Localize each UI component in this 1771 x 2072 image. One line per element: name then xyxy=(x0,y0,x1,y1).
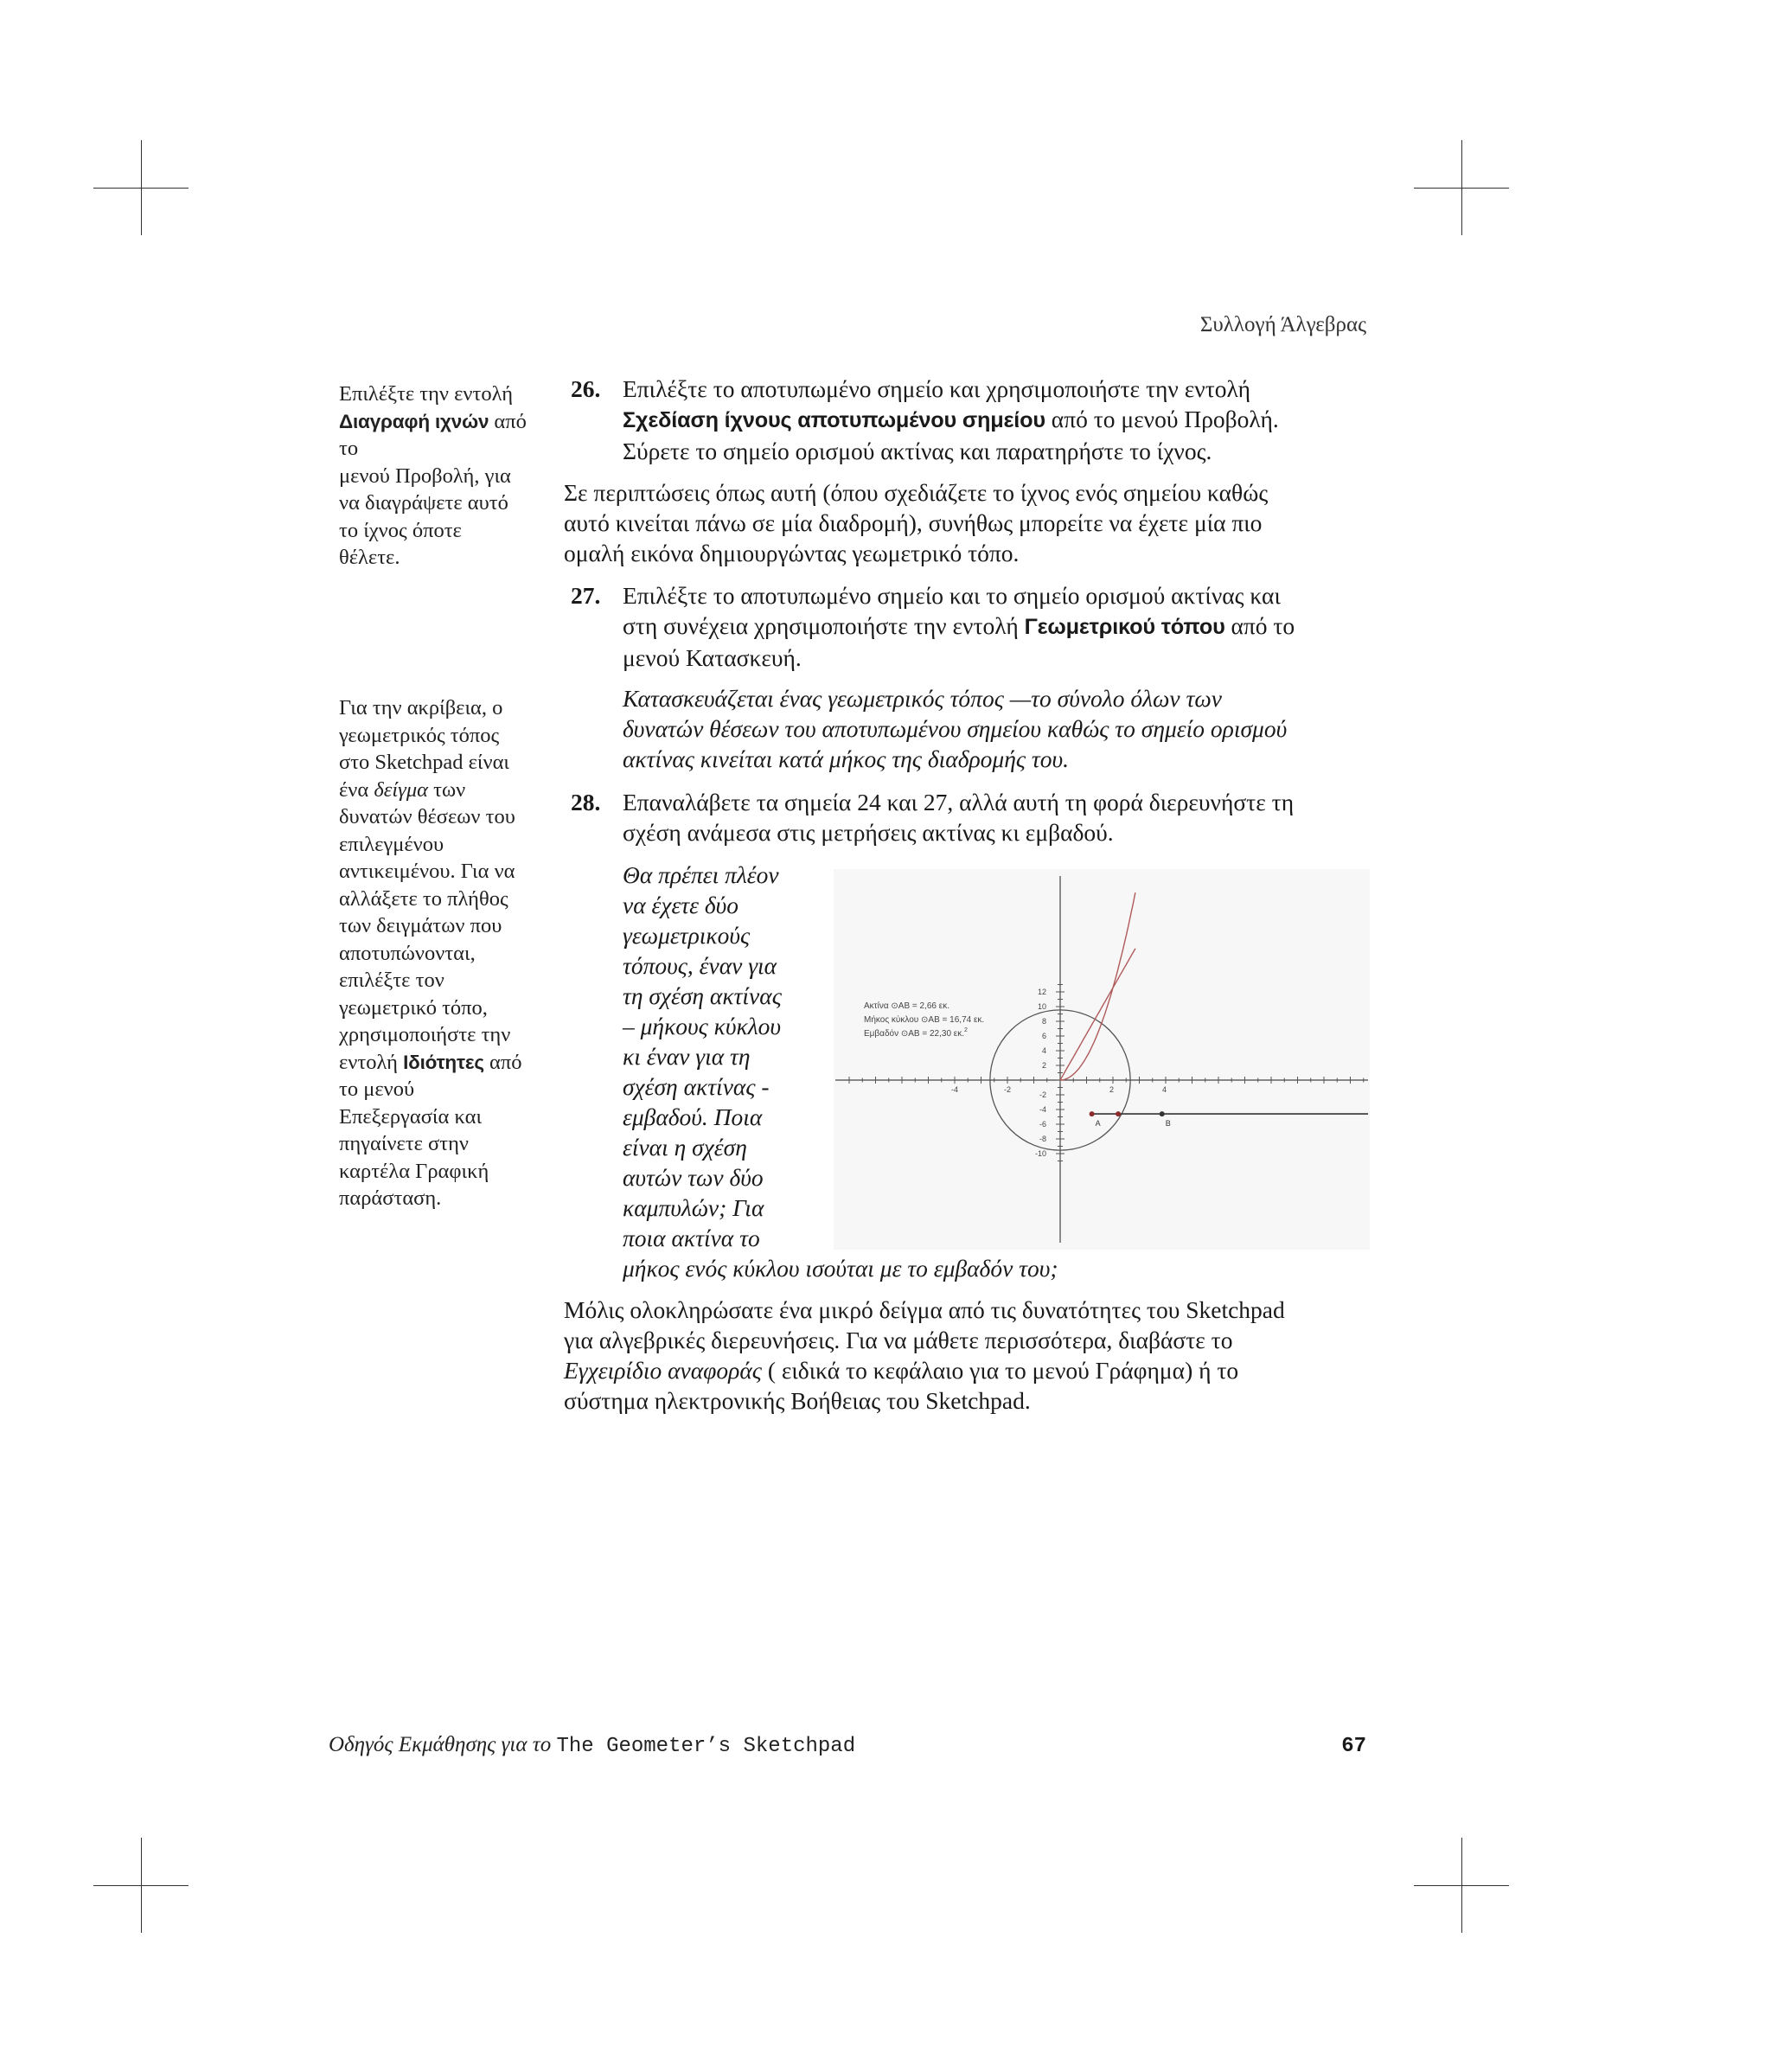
command-name: Γεωμετρικού τόπου xyxy=(1024,615,1225,639)
point-b xyxy=(1160,1111,1165,1116)
y-tick-label: -10 xyxy=(1034,1149,1046,1158)
x-tick-label: -2 xyxy=(1004,1085,1012,1094)
y-tick-label: -4 xyxy=(1039,1105,1046,1114)
page-number: 67 xyxy=(1341,1735,1366,1758)
caption-line: γεωμετρικούς xyxy=(623,922,751,949)
x-tick-label: 4 xyxy=(1162,1085,1167,1094)
circumference-measurement: Μήκος κύκλου ⊙AB = 16,74 εκ. xyxy=(864,1015,985,1025)
y-tick-label: -2 xyxy=(1039,1090,1046,1099)
y-tick-label: -6 xyxy=(1039,1120,1046,1129)
y-tick-label: 12 xyxy=(1037,988,1046,996)
paragraph-locus-note: Σε περιπτώσεις όπως αυτή (όπου σχεδιάζετε το ίχνος ενός σημείου καθώς αυτό κινείται πάνω σε μία διαδρομή), συνήθως μπορείτε να έχετε μία πιο ομαλή εικόνα δημιουργώντας γεωμετρικό τόπο. xyxy=(564,479,1269,566)
y-tick-label: 2 xyxy=(1041,1061,1046,1070)
locus-graph-figure xyxy=(834,869,1370,1250)
point-a xyxy=(1090,1111,1095,1116)
step-27: 27. Επιλέξτε το αποτυπωμένο σημείο και το σημείο ορισμού ακτίνας και στη συνέχεια χρησιμοποιήστε την εντολή Γεωμετρικού τόπου από το μενού Κατασκευή. xyxy=(571,582,1295,671)
x-tick-label: 2 xyxy=(1109,1085,1115,1094)
crop-mark xyxy=(1461,1838,1462,1933)
margin-note-locus-sampling: Για την ακρίβεια, ο γεωμετρικός τόπος στο Sketchpad είναι ένα δείγμα των δυνατών θέσεων του επιλεγμένου αντικειμένου. Για να αλλάξετε το πλήθος των δειγμάτων που αποτυπώνονται, επιλέξτε τον γεωμετρικό τόπο, χρησιμοποιήστε την εντολή Ιδιότητες από το μενού Επεξεργασία και πηγαίνετε στην καρτέλα Γραφική παράσταση. xyxy=(339,696,522,1210)
caption-line: Θα πρέπει πλέον xyxy=(623,861,779,888)
y-tick-label: 4 xyxy=(1041,1046,1046,1055)
figure-background xyxy=(834,869,1370,1250)
step-28: 28. Επαναλάβετε τα σημεία 24 και 27, αλλά αυτή τη φορά διερευνήστε τη σχέση ανάμεσα στις μετρήσεις ακτίνας κι εμβαδού. xyxy=(571,789,1295,846)
radius-measurement: Ακτίνα ⊙AB = 2,66 εκ. xyxy=(864,1001,949,1011)
y-tick-label: -8 xyxy=(1039,1135,1046,1143)
step-number: 28. xyxy=(571,789,601,815)
running-head: Συλλογή Άλγεβρας xyxy=(1199,313,1366,336)
caption-line: σχέση ακτίνας - xyxy=(623,1073,770,1100)
caption-line: αυτών των δύο xyxy=(623,1164,764,1191)
y-tick-label: 8 xyxy=(1041,1017,1046,1026)
point-b-label: B xyxy=(1165,1119,1171,1129)
command-name: Σχεδίαση ίχνους αποτυπωμένου σημείου xyxy=(623,408,1045,432)
margin-note-clear-traces: Επιλέξτε την εντολή Διαγραφή ιχνών από το μενού Προβολή, για να διαγράψετε αυτό το ίχνος όποτε θέλετε. xyxy=(339,382,527,569)
caption-line: εμβαδού. Ποια xyxy=(623,1103,763,1130)
caption-line: είναι η σχέση xyxy=(623,1134,747,1161)
area-measurement: Εμβαδόν ⊙AB = 22,30 εκ.$^2$ xyxy=(864,1027,968,1039)
caption-line: – μήκους κύκλου xyxy=(623,1013,781,1039)
figure-caption: Θα πρέπει πλέον να έχετε δύο γεωμετρικούς τόπους, έναν για τη σχέση ακτίνας – μήκους κύκλου κι έναν για τη σχέση ακτίνας - εμβαδού. Ποια είναι η σχέση αυτών των δύο καμπυλών; Για ποια ακτίνα το μήκος ενός κύκλου ισούται με το εμβαδόν του; xyxy=(623,861,1058,1282)
caption-line: καμπυλών; Για xyxy=(623,1194,764,1221)
step-number: 27. xyxy=(571,582,601,609)
closing-paragraph: Μόλις ολοκληρώσατε ένα μικρό δείγμα από τις δυνατότητες του Sketchpad για αλγεβρικές διερευνήσεις. Για να μάθετε περισσότερα, διαβάστε το Εγχειρίδιο αναφοράς ( ειδικά το κεφάλαιο για το μενού Γράφημα) ή το σύστημα ηλεκτρονικής Βοήθειας του Sketchpad. xyxy=(564,1296,1285,1414)
caption-line: τη σχέση ακτίνας xyxy=(623,982,782,1009)
y-tick-label: 6 xyxy=(1041,1032,1046,1040)
step-number: 26. xyxy=(571,375,601,402)
command-name: Διαγραφή ιχνών xyxy=(339,410,489,432)
crop-mark xyxy=(1461,140,1462,235)
caption-line: να έχετε δύο xyxy=(623,892,738,918)
caption-line: κι έναν για τη xyxy=(623,1043,751,1070)
crop-mark xyxy=(141,1838,142,1933)
footer-book-title: Οδηγός Εκμάθησης για το The Geometer’s Sketchpad xyxy=(329,1733,856,1758)
caption-lines xyxy=(623,860,809,1253)
step-26: 26. Επιλέξτε το αποτυπωμένο σημείο και χρησιμοποιήστε την εντολή Σχεδίαση ίχνους αποτυπωμένου σημείου από το μενού Προβολή. Σύρετε το σημείο ορισμού ακτίνας και παρατηρήστε το ίχνος. xyxy=(571,375,1279,464)
point-radius-definition xyxy=(1116,1111,1121,1116)
caption-line: τόπους, έναν για xyxy=(623,952,777,979)
caption-line: ποια ακτίνα το xyxy=(623,1225,760,1251)
x-tick-label: -4 xyxy=(951,1085,959,1094)
point-a-label: A xyxy=(1095,1119,1101,1129)
y-tick-label: 10 xyxy=(1037,1002,1046,1011)
locus-explanation: Κατασκευάζεται ένας γεωμετρικός τόπος —το σύνολο όλων των δυνατών θέσεων του αποτυπωμένου σημείου καθώς το σημείο ορισμού ακτίνας κινείται κατά μήκος της διαδρομής του. xyxy=(623,685,1288,772)
crop-mark xyxy=(141,140,142,235)
command-name: Ιδιότητες xyxy=(403,1051,484,1073)
